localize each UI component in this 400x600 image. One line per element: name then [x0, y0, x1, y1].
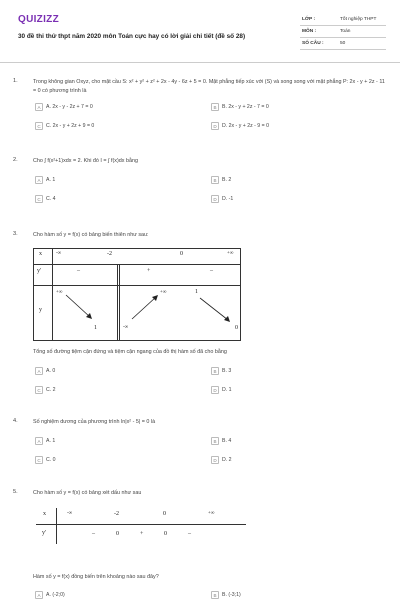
table-y-value: 0 — [235, 325, 238, 331]
table-x-label: x — [39, 251, 42, 257]
table-yp-sign: – — [77, 268, 80, 274]
table-line — [56, 508, 57, 544]
meta-panel — [300, 14, 386, 50]
option-d[interactable] — [211, 195, 387, 203]
option-letter: B — [211, 103, 219, 111]
option-letter: D — [211, 195, 219, 203]
table-x-label: x — [43, 511, 46, 517]
table-yp-label: y' — [37, 268, 42, 274]
option-a[interactable] — [35, 176, 211, 184]
table-yp-label: y' — [42, 530, 47, 536]
table-line — [33, 340, 241, 341]
question-5 — [13, 489, 387, 498]
meta-key: SỐ CÂU : — [302, 41, 324, 46]
table-yp-sign: + — [140, 531, 144, 537]
meta-value: 50 — [340, 41, 346, 46]
options — [35, 176, 387, 203]
option-b[interactable] — [211, 176, 387, 184]
table-y-value: +∞ — [56, 290, 63, 295]
table-line — [117, 264, 118, 340]
option-text: C. 0 — [46, 457, 56, 463]
question-text: Cho hàm số y = f(x) có bảng xét dấu như sau — [33, 490, 142, 496]
question-4 — [13, 418, 387, 464]
question-text: Hàm số y = f(x) đồng biến trên khoảng nào sau đây? — [33, 574, 159, 580]
meta-value: Tốt nghiệp THPT — [340, 17, 377, 22]
table-line — [119, 264, 120, 340]
table-line — [33, 248, 34, 340]
option-letter: B — [211, 591, 219, 599]
meta-row-count — [300, 38, 386, 50]
table-line — [36, 524, 246, 525]
option-c[interactable] — [35, 122, 211, 130]
question-text: Cho hàm số y = f(x) có bảng biến thiên như sau: — [33, 232, 149, 238]
question-3-continued — [13, 348, 387, 394]
option-letter: A — [35, 103, 43, 111]
question-2 — [13, 157, 387, 203]
option-text: B. 2 — [222, 177, 232, 183]
option-text: C. 2 — [46, 387, 56, 393]
option-text: B. 4 — [222, 438, 232, 444]
table-x-value: +∞ — [208, 511, 215, 516]
option-text: D. 2 — [222, 457, 232, 463]
options — [35, 103, 387, 130]
option-text: B. 2x - y + 2z - 7 = 0 — [222, 104, 269, 110]
option-text: C. 4 — [46, 196, 56, 202]
option-d[interactable] — [211, 456, 387, 464]
option-letter: A — [35, 591, 43, 599]
question-number: 3. — [13, 231, 18, 237]
option-letter: A — [35, 176, 43, 184]
meta-row-subject — [300, 26, 386, 38]
header-divider — [0, 62, 400, 63]
question-number: 1. — [13, 78, 18, 84]
option-text: C. 2x - y + 2z + 9 = 0 — [46, 123, 95, 129]
option-letter: B — [211, 176, 219, 184]
option-d[interactable] — [211, 122, 387, 130]
option-text: A. 0 — [46, 368, 56, 374]
option-b[interactable] — [211, 591, 387, 599]
option-text: A. 1 — [46, 177, 56, 183]
question-number: 4. — [13, 418, 18, 424]
question-text: Cho ∫ f(x²+1)xdx = 2. Khi đó I = ∫ f(x)dx bằng — [33, 158, 138, 164]
table-yp-sign: 0 — [116, 531, 119, 537]
options — [35, 367, 387, 394]
table-x-value: -∞ — [56, 251, 62, 256]
table-yp-sign: – — [92, 531, 95, 537]
table-yp-sign: – — [210, 268, 213, 274]
table-yp-sign: – — [188, 531, 191, 537]
question-text: Số nghiệm dương của phương trình ln|x² - 5| = 0 là — [33, 419, 156, 425]
option-b[interactable] — [211, 103, 387, 111]
table-line — [52, 248, 53, 340]
table-x-value: 0 — [180, 251, 183, 257]
option-c[interactable] — [35, 195, 211, 203]
table-y-label: y — [39, 307, 42, 313]
option-letter: A — [35, 437, 43, 445]
table-x-value: 0 — [163, 511, 166, 517]
question-text: Tổng số đường tiệm cận đứng và tiệm cận ngang của đồ thị hàm số đã cho bằng — [33, 349, 227, 355]
option-text: A. 1 — [46, 438, 56, 444]
decreasing-arrow-icon — [198, 296, 232, 324]
meta-value: Toán — [340, 29, 351, 34]
option-letter: B — [211, 367, 219, 375]
table-y-value: -∞ — [123, 325, 129, 330]
options — [35, 591, 387, 599]
option-letter: C — [35, 456, 43, 464]
table-line — [33, 285, 241, 286]
option-text: D. 1 — [222, 387, 232, 393]
option-letter: D — [211, 122, 219, 130]
table-line — [33, 248, 241, 249]
option-b[interactable] — [211, 367, 387, 375]
table-x-value: -2 — [114, 511, 119, 517]
table-yp-sign: + — [147, 268, 151, 274]
table-x-value: +∞ — [227, 251, 234, 256]
table-yp-sign: 0 — [164, 531, 167, 537]
meta-key: MÔN : — [302, 29, 317, 34]
table-y-value: 1 — [195, 289, 198, 295]
options — [35, 437, 387, 464]
meta-key: LỚP : — [302, 17, 316, 22]
question-number: 2. — [13, 157, 18, 163]
option-letter: D — [211, 386, 219, 394]
option-text: A. (-2;0) — [46, 592, 65, 598]
page-title: 30 đề thi thử thpt năm 2020 môn Toán cực hay có lời giải chi tiết (đề số 28) — [18, 33, 246, 40]
option-text: B. 3 — [222, 368, 232, 374]
decreasing-arrow-icon — [64, 293, 94, 321]
table-x-value: -∞ — [67, 511, 73, 516]
question-1 — [13, 78, 387, 130]
table-x-value: -2 — [107, 251, 112, 257]
option-c[interactable] — [35, 456, 211, 464]
option-letter: B — [211, 437, 219, 445]
option-b[interactable] — [211, 437, 387, 445]
option-a[interactable] — [35, 591, 211, 599]
question-text: Trong không gian Oxyz, cho mặt cầu S: x² + y² + z² + 2x - 4y - 6z + 5 = 0. Mặt phẳng tiếp xúc với (S) và song song với mặt phẳng P: 2x - y + 2z - 11 = 0 có phương trình là — [33, 79, 385, 94]
table-line — [240, 248, 241, 340]
option-text: D. -1 — [222, 196, 234, 202]
option-letter: C — [35, 122, 43, 130]
question-number: 5. — [13, 489, 18, 495]
option-a[interactable] — [35, 367, 211, 375]
increasing-arrow-icon — [130, 293, 160, 321]
meta-row-class — [300, 14, 386, 26]
option-text: D. 2x - y + 2z - 9 = 0 — [222, 123, 269, 129]
option-c[interactable] — [35, 386, 211, 394]
table-y-value: +∞ — [160, 290, 167, 295]
question-5-continued — [13, 573, 387, 599]
option-text: A. 2x - y - 2z + 7 = 0 — [46, 104, 93, 110]
option-letter: A — [35, 367, 43, 375]
option-letter: C — [35, 386, 43, 394]
option-d[interactable] — [211, 386, 387, 394]
option-letter: D — [211, 456, 219, 464]
option-text: B. (-3;1) — [222, 592, 241, 598]
option-a[interactable] — [35, 103, 211, 111]
option-a[interactable] — [35, 437, 211, 445]
table-line — [33, 264, 241, 265]
quizizz-logo: QUIZIZZ — [18, 14, 59, 25]
option-letter: C — [35, 195, 43, 203]
table-y-value: 1 — [94, 325, 97, 331]
question-3 — [13, 231, 387, 240]
